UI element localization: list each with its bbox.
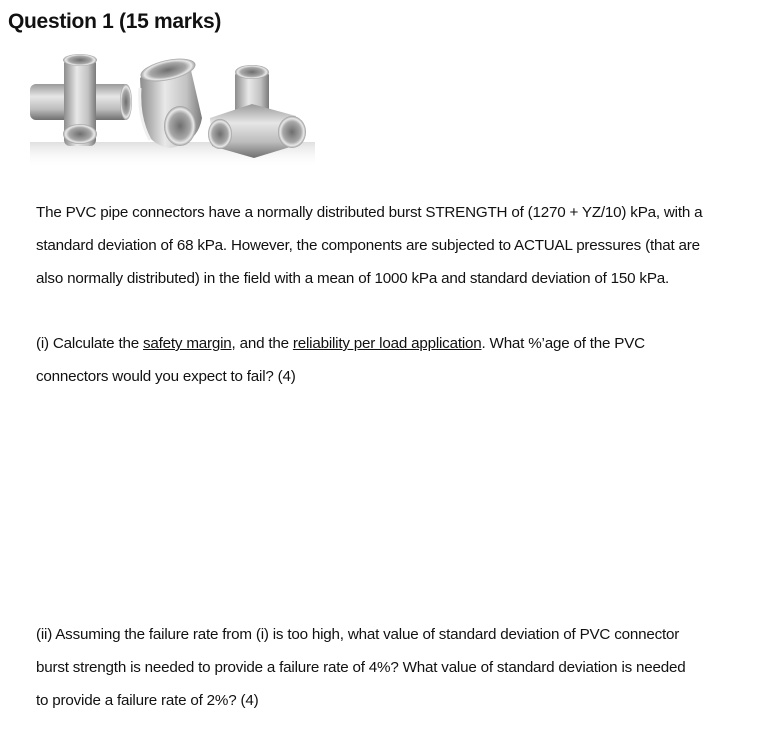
part-ii [36, 618, 756, 717]
part-ii-line-1: (ii) Assuming the failure rate from (i) is too high, what value of standard deviation of PVC connector [36, 626, 680, 643]
reliability-term: reliability per load application [292, 335, 482, 352]
part-ii-line-3: to provide a failure rate of 2%? (4) [36, 692, 259, 709]
question-title: Question 1 (15 marks) [8, 10, 222, 33]
pvc-connectors-image [30, 48, 320, 168]
part-i-mid: , and the [231, 335, 293, 352]
part-i-line-1 [36, 327, 756, 360]
elbow-connector [139, 54, 202, 148]
problem-line-1: The PVC pipe connectors have a normally distributed burst STRENGTH of (1270 + YZ/10) kPa, with a [36, 204, 703, 221]
problem-line-3: also normally distributed) in the field with a mean of 1000 kPa and standard deviation of 150 kPa. [36, 270, 670, 287]
part-i-suffix: . What %’age of the PVC [481, 335, 645, 352]
part-i [36, 327, 756, 393]
cross-connector [30, 54, 132, 146]
part-i-line-2: connectors would you expect to fail? (4) [36, 368, 296, 385]
safety-margin-term: safety margin [142, 335, 232, 352]
part-ii-line-2: burst strength is needed to provide a failure rate of 4%? What value of standard deviation is needed [36, 659, 686, 676]
problem-line-2: standard deviation of 68 kPa. However, the components are subjected to ACTUAL pressures (that are [36, 237, 700, 254]
part-i-prefix: (i) Calculate the [36, 335, 143, 352]
problem-statement [36, 196, 756, 295]
tee-corner-connector [208, 65, 306, 158]
